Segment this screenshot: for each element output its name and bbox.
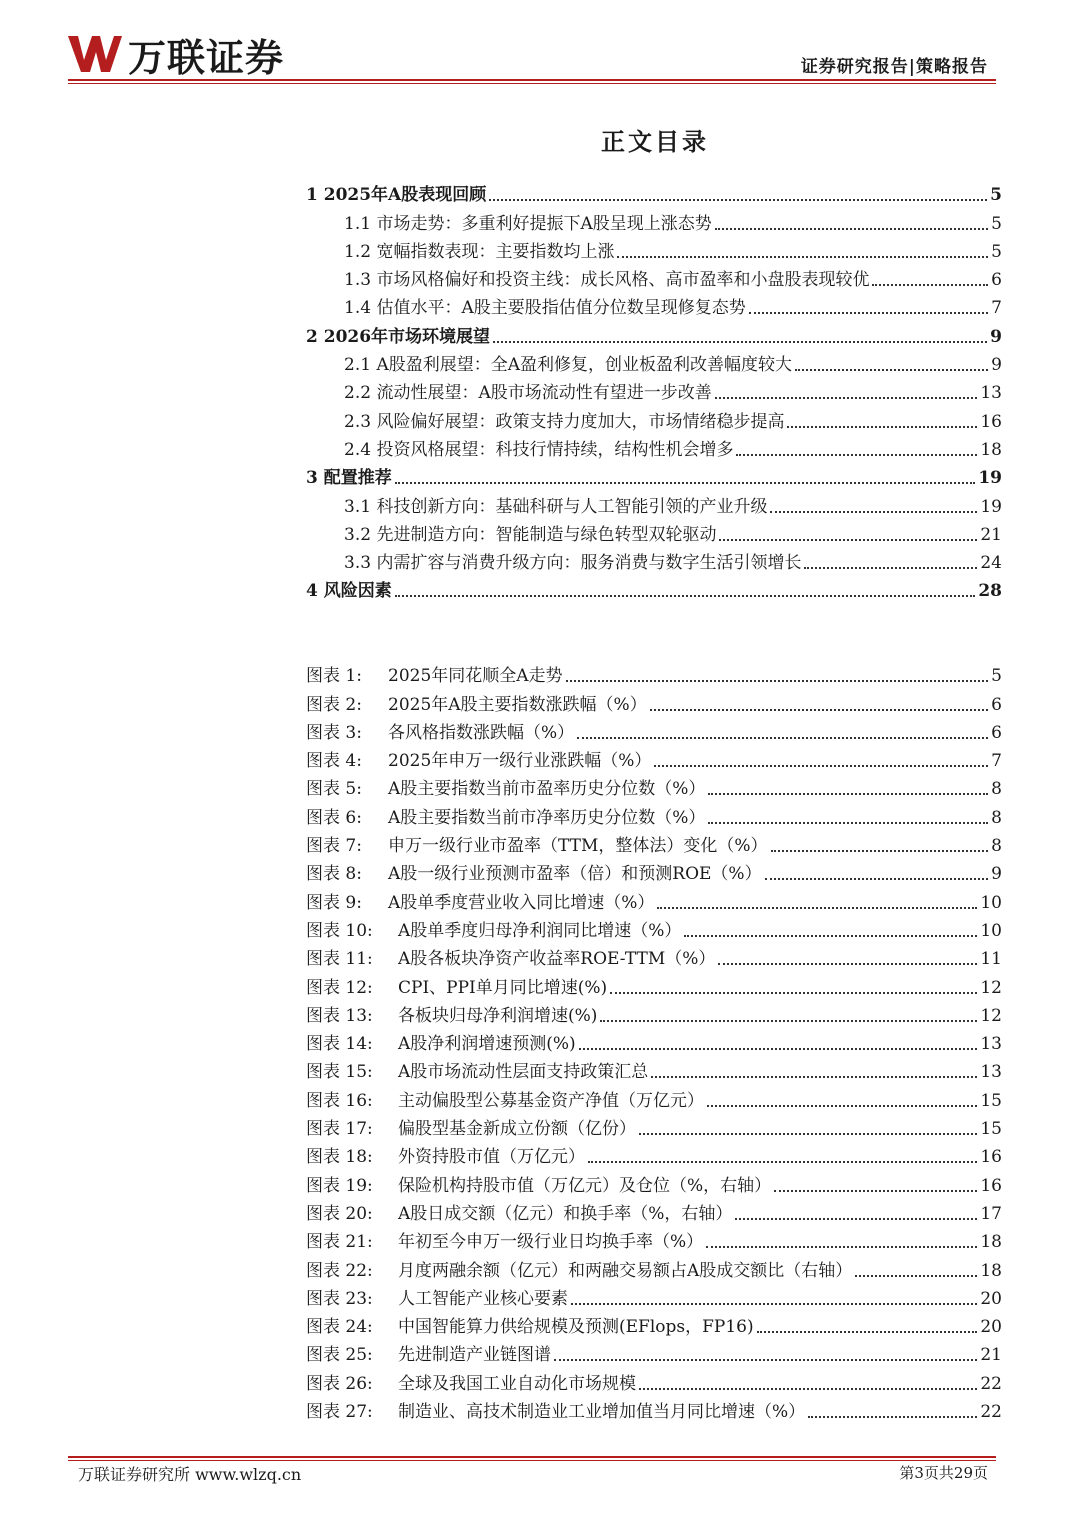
toc-entry-title: 4 风险因素 <box>306 581 392 602</box>
figure-label: 图表 14: <box>306 1034 373 1055</box>
toc-entry-title: 3 配置推荐 <box>306 468 392 489</box>
figure-page: 18 <box>980 1232 1002 1253</box>
leader-dots <box>707 1105 977 1107</box>
figure-title: 保险机构持股市值（万亿元）及仓位（%，右轴） <box>398 1175 772 1196</box>
footer-institute: 万联证券研究所 www.wlzq.cn <box>78 1465 302 1484</box>
leader-dots <box>577 737 988 739</box>
leader-dots <box>654 765 988 767</box>
company-logo <box>66 30 284 78</box>
figure-page: 16 <box>980 1147 1002 1168</box>
page-header <box>0 0 1080 90</box>
toc-entry-page: 9 <box>991 355 1002 376</box>
leader-dots <box>771 850 989 852</box>
figure-entry[interactable] <box>306 662 1002 690</box>
figure-entry[interactable] <box>306 1086 1002 1114</box>
toc-entry-title: 2.4 投资风格展望：科技行情持续，结构性机会增多 <box>344 439 734 460</box>
toc-entry[interactable] <box>306 407 1002 435</box>
leader-dots <box>571 1303 977 1305</box>
figure-label: 图表 5: <box>306 779 362 800</box>
leader-dots <box>708 793 988 795</box>
figure-page: 8 <box>991 779 1002 800</box>
figure-title: 中国智能算力供给规模及预测(EFlops，FP16) <box>398 1317 754 1338</box>
figure-page: 12 <box>980 977 1002 998</box>
figure-page: 7 <box>991 751 1002 772</box>
toc-entry-page: 13 <box>980 383 1002 404</box>
figure-page: 12 <box>980 1005 1002 1026</box>
figure-label: 图表 1: <box>306 666 362 687</box>
leader-dots <box>795 369 988 371</box>
figure-label: 图表 6: <box>306 807 362 828</box>
figure-page: 21 <box>980 1345 1002 1366</box>
figure-entry[interactable] <box>306 747 1002 775</box>
figure-page: 5 <box>991 666 1002 687</box>
figure-entry[interactable] <box>306 1115 1002 1143</box>
leader-dots <box>554 1359 977 1361</box>
leader-dots <box>855 1275 977 1277</box>
leader-dots <box>718 963 977 965</box>
figure-label: 图表 26: <box>306 1373 373 1394</box>
toc-entry[interactable] <box>306 351 1002 379</box>
figure-label: 图表 3: <box>306 722 362 743</box>
figure-label: 图表 4: <box>306 751 362 772</box>
figure-entry[interactable] <box>306 973 1002 1001</box>
figure-page: 15 <box>980 1119 1002 1140</box>
figure-label: 图表 25: <box>306 1345 373 1366</box>
leader-dots <box>715 228 988 230</box>
leader-dots <box>610 992 977 994</box>
figure-entry[interactable] <box>306 1171 1002 1199</box>
figure-entry[interactable] <box>306 775 1002 803</box>
leader-dots <box>489 199 987 201</box>
toc-entry-page: 19 <box>980 496 1002 517</box>
toc-entry-page: 21 <box>980 524 1002 545</box>
figure-title: 2025年A股主要指数涨跌幅（%） <box>388 694 647 715</box>
figure-label: 图表 2: <box>306 694 362 715</box>
figure-title: 外资持股市值（万亿元） <box>398 1147 585 1168</box>
leader-dots <box>395 595 976 597</box>
figure-label: 图表 9: <box>306 892 362 913</box>
figure-label: 图表 24: <box>306 1317 373 1338</box>
figure-label: 图表 23: <box>306 1288 373 1309</box>
leader-dots <box>774 1190 977 1192</box>
figure-entry[interactable] <box>306 945 1002 973</box>
leader-dots <box>736 454 977 456</box>
figure-label: 图表 27: <box>306 1402 373 1423</box>
figure-entry[interactable] <box>306 917 1002 945</box>
figure-page: 22 <box>980 1402 1002 1423</box>
toc-entry-page: 5 <box>991 213 1002 234</box>
leader-dots <box>588 1161 977 1163</box>
figure-label: 图表 12: <box>306 977 373 998</box>
leader-dots <box>639 1388 977 1390</box>
page-title: 正文目录 <box>601 127 709 156</box>
logo-text: 万联证券 <box>128 35 285 80</box>
figure-title: 年初至今申万一级行业日均换手率（%） <box>398 1232 704 1253</box>
toc-entry-page: 24 <box>980 553 1002 574</box>
leader-dots <box>395 482 976 484</box>
figure-title: 2025年申万一级行业涨跌幅（%） <box>388 751 652 772</box>
figure-title: 全球及我国工业自动化市场规模 <box>398 1373 636 1394</box>
figure-page: 6 <box>991 694 1002 715</box>
figure-title: 先进制造产业链图谱 <box>398 1345 551 1366</box>
figure-title: 各风格指数涨跌幅（%） <box>388 722 575 743</box>
figure-label: 图表 17: <box>306 1119 373 1140</box>
figure-label: 图表 20: <box>306 1203 373 1224</box>
figure-title: A股主要指数当前市盈率历史分位数（%） <box>388 779 706 800</box>
leader-dots <box>719 539 977 541</box>
figure-list <box>306 662 1002 1426</box>
figure-page: 11 <box>980 949 1002 970</box>
toc-entry-page: 9 <box>990 326 1002 347</box>
leader-dots <box>787 426 977 428</box>
figure-label: 图表 7: <box>306 836 362 857</box>
leader-dots <box>600 1020 977 1022</box>
figure-entry[interactable] <box>306 1143 1002 1171</box>
toc-entry-title: 3.1 科技创新方向：基础科研与人工智能引领的产业升级 <box>344 496 768 517</box>
leader-dots <box>617 256 988 258</box>
header-divider <box>68 79 996 81</box>
toc-entry-title: 1.1 市场走势：多重利好提振下A股呈现上涨态势 <box>344 213 712 234</box>
leader-dots <box>684 935 977 937</box>
figure-page: 8 <box>991 836 1002 857</box>
figure-entry[interactable] <box>306 1228 1002 1256</box>
toc-entry-page: 7 <box>991 298 1002 319</box>
page-number: 第3页共29页 <box>899 1464 988 1482</box>
toc-entry[interactable] <box>306 266 1002 294</box>
toc-entry-page: 5 <box>990 185 1002 206</box>
figure-entry[interactable] <box>306 1285 1002 1313</box>
figure-title: A股各板块净资产收益率ROE-TTM（%） <box>398 949 716 970</box>
figure-title: 偏股型基金新成立份额（亿份） <box>398 1119 636 1140</box>
figure-title: A股日成交额（亿元）和换手率（%，右轴） <box>398 1203 733 1224</box>
toc-entry[interactable] <box>306 464 1002 492</box>
figure-page: 9 <box>991 864 1002 885</box>
toc-entry-page: 5 <box>991 241 1002 262</box>
figure-title: A股单季度归母净利润同比增速（%） <box>398 920 682 941</box>
footer-divider <box>68 1456 996 1458</box>
leader-dots <box>715 397 978 399</box>
leader-dots <box>706 1246 977 1248</box>
leader-dots <box>566 680 989 682</box>
figure-label: 图表 22: <box>306 1260 373 1281</box>
figure-page: 8 <box>991 807 1002 828</box>
figure-title: A股一级行业预测市盈率（倍）和预测ROE（%） <box>388 864 762 885</box>
toc-entry[interactable] <box>306 521 1002 549</box>
figure-label: 图表 15: <box>306 1062 373 1083</box>
figure-page: 20 <box>980 1288 1002 1309</box>
leader-dots <box>708 822 988 824</box>
toc-entry[interactable] <box>306 379 1002 407</box>
leader-dots <box>749 312 988 314</box>
leader-dots <box>872 284 988 286</box>
leader-dots <box>650 709 988 711</box>
leader-dots <box>808 1416 977 1418</box>
figure-title: A股主要指数当前市净率历史分位数（%） <box>388 807 706 828</box>
figure-page: 22 <box>980 1373 1002 1394</box>
toc-entry-title: 2 2026年市场环境展望 <box>306 326 491 347</box>
leader-dots <box>735 1218 977 1220</box>
toc-entry-page: 18 <box>980 439 1002 460</box>
toc-entry[interactable] <box>306 577 1002 605</box>
figure-label: 图表 11: <box>306 949 373 970</box>
figure-page: 18 <box>980 1260 1002 1281</box>
figure-entry[interactable] <box>306 1030 1002 1058</box>
figure-page: 20 <box>980 1317 1002 1338</box>
figure-title: 2025年同花顺全A走势 <box>388 666 563 687</box>
report-type-label: 证券研究报告|策略报告 <box>800 57 988 77</box>
figure-page: 10 <box>980 892 1002 913</box>
footer-divider-thin <box>68 1460 996 1461</box>
toc-entry[interactable] <box>306 322 1002 350</box>
figure-entry[interactable] <box>306 1398 1002 1426</box>
toc-entry[interactable] <box>306 181 1002 209</box>
figure-label: 图表 13: <box>306 1005 373 1026</box>
figure-title: 制造业、高技术制造业工业增加值当月同比增速（%） <box>398 1402 806 1423</box>
figure-label: 图表 18: <box>306 1147 373 1168</box>
figure-label: 图表 21: <box>306 1232 373 1253</box>
figure-page: 17 <box>980 1203 1002 1224</box>
toc-entry-title: 1.3 市场风格偏好和投资主线：成长风格、高市盈率和小盘股表现较优 <box>344 270 870 291</box>
leader-dots <box>757 1331 978 1333</box>
figure-title: A股净利润增速预测(%) <box>398 1034 576 1055</box>
header-divider-thin <box>68 83 996 84</box>
toc-entry-title: 2.2 流动性展望：A股市场流动性有望进一步改善 <box>344 383 712 404</box>
figure-label: 图表 8: <box>306 864 362 885</box>
figure-entry[interactable] <box>306 1058 1002 1086</box>
toc-entry[interactable] <box>306 238 1002 266</box>
figure-entry[interactable] <box>306 888 1002 916</box>
figure-title: 主动偏股型公募基金资产净值（万亿元） <box>398 1090 704 1111</box>
toc-entry-title: 3.2 先进制造方向：智能制造与绿色转型双轮驱动 <box>344 524 717 545</box>
figure-page: 6 <box>991 722 1002 743</box>
figure-title: 申万一级行业市盈率（TTM，整体法）变化（%） <box>388 836 768 857</box>
toc-entry-page: 6 <box>991 270 1002 291</box>
figure-entry[interactable] <box>306 1341 1002 1369</box>
toc-entry-title: 2.1 A股盈利展望：全A盈利修复，创业板盈利改善幅度较大 <box>344 355 792 376</box>
leader-dots <box>651 1076 977 1078</box>
figure-title: CPI、PPI单月同比增速(%) <box>398 977 608 998</box>
figure-entry[interactable] <box>306 719 1002 747</box>
leader-dots <box>765 878 989 880</box>
leader-dots <box>579 1048 978 1050</box>
figure-label: 图表 19: <box>306 1175 373 1196</box>
figure-entry[interactable] <box>306 803 1002 831</box>
leader-dots <box>639 1133 977 1135</box>
figure-label: 图表 10: <box>306 920 373 941</box>
figure-title: A股单季度营业收入同比增速（%） <box>388 892 655 913</box>
figure-entry[interactable] <box>306 1256 1002 1284</box>
toc-entry-title: 1.2 宽幅指数表现：主要指数均上涨 <box>344 241 615 262</box>
figure-label: 图表 16: <box>306 1090 373 1111</box>
toc-entry[interactable] <box>306 294 1002 322</box>
toc-entry-title: 3.3 内需扩容与消费升级方向：服务消费与数字生活引领增长 <box>344 553 802 574</box>
table-of-contents <box>306 181 1002 605</box>
figure-entry[interactable] <box>306 1200 1002 1228</box>
figure-entry[interactable] <box>306 1313 1002 1341</box>
leader-dots <box>493 341 987 343</box>
figure-page: 15 <box>980 1090 1002 1111</box>
figure-page: 13 <box>980 1062 1002 1083</box>
figure-title: A股市场流动性层面支持政策汇总 <box>398 1062 649 1083</box>
leader-dots <box>657 907 977 909</box>
toc-entry[interactable] <box>306 209 1002 237</box>
toc-entry-title: 1.4 估值水平：A股主要股指估值分位数呈现修复态势 <box>344 298 746 319</box>
logo-w-icon <box>66 32 124 76</box>
toc-entry-page: 16 <box>980 411 1002 432</box>
figure-page: 13 <box>980 1034 1002 1055</box>
figure-entry[interactable] <box>306 1369 1002 1397</box>
toc-entry[interactable] <box>306 436 1002 464</box>
toc-entry-page: 19 <box>978 468 1002 489</box>
figure-title: 各板块归母净利润增速(%) <box>398 1005 598 1026</box>
figure-entry[interactable] <box>306 1002 1002 1030</box>
figure-page: 10 <box>980 920 1002 941</box>
toc-entry-page: 28 <box>978 581 1002 602</box>
toc-entry[interactable] <box>306 492 1002 520</box>
figure-title: 月度两融余额（亿元）和两融交易额占A股成交额比（右轴） <box>398 1260 853 1281</box>
figure-title: 人工智能产业核心要素 <box>398 1288 568 1309</box>
figure-entry[interactable] <box>306 690 1002 718</box>
leader-dots <box>770 511 977 513</box>
figure-page: 16 <box>980 1175 1002 1196</box>
toc-entry-title: 1 2025年A股表现回顾 <box>306 185 487 206</box>
figure-entry[interactable] <box>306 832 1002 860</box>
leader-dots <box>804 567 977 569</box>
figure-entry[interactable] <box>306 860 1002 888</box>
toc-entry-title: 2.3 风险偏好展望：政策支持力度加大，市场情绪稳步提高 <box>344 411 785 432</box>
toc-entry[interactable] <box>306 549 1002 577</box>
